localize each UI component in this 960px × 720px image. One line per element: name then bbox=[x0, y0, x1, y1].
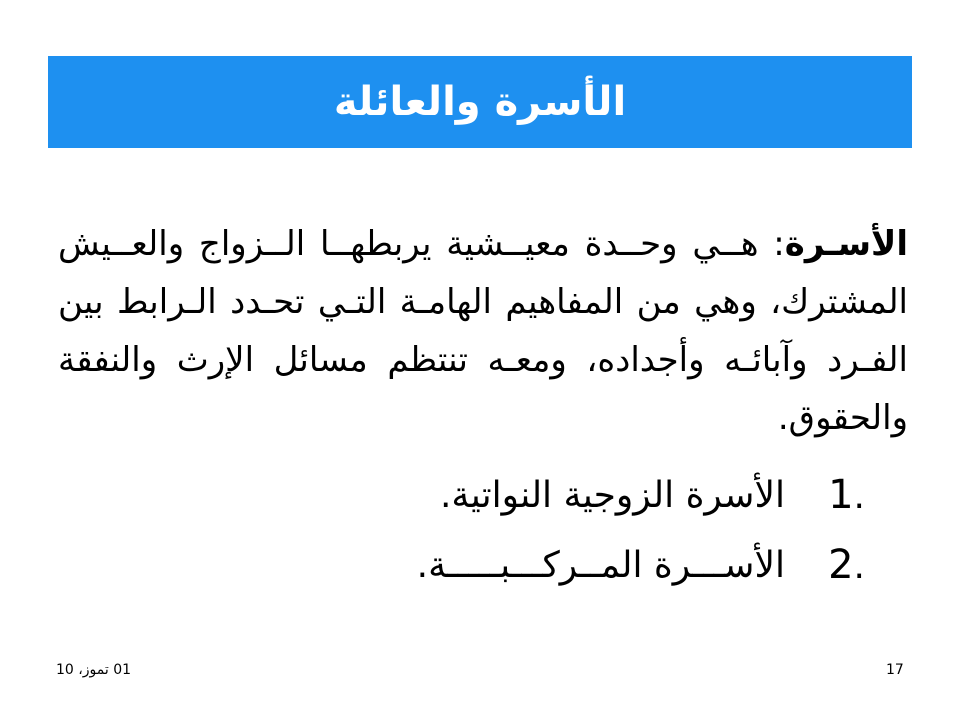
title-bar bbox=[48, 56, 912, 148]
list-item-number: 1. bbox=[828, 472, 865, 518]
definition-term: الأسـرة bbox=[784, 224, 908, 264]
definition-colon: : bbox=[773, 224, 785, 264]
slide-title: الأسرة والعائلة bbox=[333, 79, 627, 125]
list-item-label: الأسرة الزوجية النواتية. bbox=[439, 474, 785, 516]
definition-body: هــي وحــدة معيــشية يربطهــا الــزواج والعــيش المشترك، وهي من المفاهيم الهامـة التـي تحـدد الـرابط بين الفـرد وآبائـه وأجداده، ومعـه تنتظم مسائل الإرث والنفقة والحقوق. bbox=[58, 224, 908, 438]
list-item bbox=[380, 530, 865, 600]
footer-date: 01 تموز، 10 bbox=[56, 662, 132, 678]
list-item bbox=[380, 460, 865, 530]
definition-paragraph bbox=[58, 215, 908, 447]
list-item-number: 2. bbox=[828, 542, 865, 588]
page-number: 17 bbox=[886, 662, 904, 678]
list-item-label: الأســـرة المــركـــبـــــة. bbox=[416, 544, 785, 586]
family-types-list bbox=[380, 460, 865, 600]
